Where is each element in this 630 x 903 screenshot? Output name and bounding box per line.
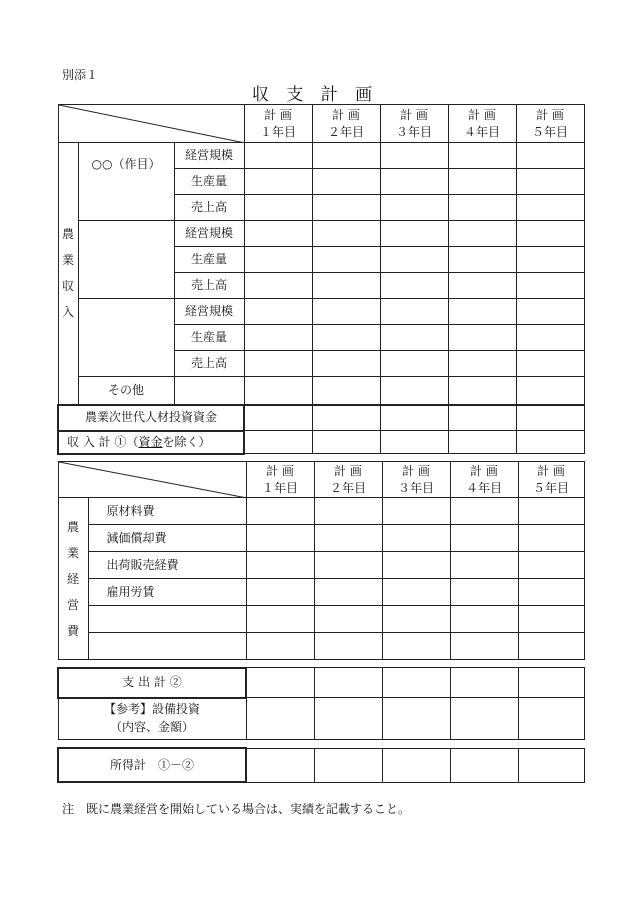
input-cell[interactable]: [380, 377, 448, 405]
table-row: [58, 552, 584, 579]
expense-item-shipping: 出荷販売経費: [88, 552, 246, 579]
plan-year-3-header: 計 画 ３年目: [380, 105, 448, 143]
row-label-production: 生産量: [174, 169, 244, 195]
input-cell[interactable]: [516, 221, 584, 247]
input-cell[interactable]: [518, 698, 584, 740]
input-cell[interactable]: [450, 498, 518, 525]
input-cell[interactable]: [448, 169, 516, 195]
input-cell[interactable]: [244, 299, 312, 325]
input-cell[interactable]: [382, 633, 450, 660]
input-cell[interactable]: [518, 633, 584, 660]
input-cell[interactable]: [382, 498, 450, 525]
input-cell[interactable]: [448, 221, 516, 247]
reference-row: [58, 698, 584, 740]
input-cell[interactable]: [312, 351, 380, 377]
row-label-sales: 売上高: [174, 273, 244, 299]
page-title: 収 支 計 画: [251, 85, 379, 105]
input-cell[interactable]: [380, 431, 448, 454]
income-header-row: [58, 105, 584, 143]
crop-name-cell[interactable]: [78, 299, 174, 377]
input-cell[interactable]: [448, 273, 516, 299]
input-cell[interactable]: [244, 195, 312, 221]
plan-year-4-header: 計 画 ４年目: [450, 462, 518, 498]
income-section-label: 農 業 収 入: [58, 143, 78, 405]
input-cell[interactable]: [516, 195, 584, 221]
row-label-scale: 経営規模: [174, 221, 244, 247]
input-cell[interactable]: [380, 405, 448, 431]
expense-item-depreciation: 減価償却費: [88, 525, 246, 552]
input-cell[interactable]: [312, 169, 380, 195]
input-cell[interactable]: [246, 498, 314, 525]
input-cell[interactable]: [246, 698, 314, 740]
input-cell[interactable]: [244, 247, 312, 273]
input-cell[interactable]: [450, 698, 518, 740]
row-label-scale: 経営規模: [174, 299, 244, 325]
input-cell[interactable]: [314, 498, 382, 525]
input-cell[interactable]: [516, 143, 584, 169]
input-cell[interactable]: [244, 325, 312, 351]
input-cell[interactable]: [312, 273, 380, 299]
attachment-label: 別添１: [62, 68, 99, 82]
net-income-label: 所得計 ①－②: [58, 748, 246, 782]
input-cell[interactable]: [312, 221, 380, 247]
input-cell[interactable]: [448, 143, 516, 169]
diagonal-header-cell: [58, 462, 246, 498]
input-cell[interactable]: [516, 431, 584, 454]
table-row: [58, 221, 584, 247]
income-total-label: 収 入 計 ①（資金を除く）: [58, 431, 244, 454]
row-label-scale: 経営規模: [174, 143, 244, 169]
input-cell[interactable]: [450, 633, 518, 660]
crop-label: ○○（作目）: [78, 143, 174, 221]
net-income-table: [57, 747, 585, 783]
input-cell[interactable]: [314, 633, 382, 660]
plan-year-4-header: 計 画 ４年目: [448, 105, 516, 143]
row-label-sales: 売上高: [174, 195, 244, 221]
input-cell[interactable]: [312, 247, 380, 273]
plan-year-2-header: 計 画 ２年目: [312, 105, 380, 143]
input-cell[interactable]: [450, 579, 518, 606]
input-cell[interactable]: [380, 273, 448, 299]
input-cell[interactable]: [246, 633, 314, 660]
input-cell[interactable]: [312, 195, 380, 221]
input-cell[interactable]: [382, 748, 450, 782]
input-cell[interactable]: [314, 698, 382, 740]
input-cell[interactable]: [518, 525, 584, 552]
plan-year-1-header: 計 画 １年目: [244, 105, 312, 143]
input-cell[interactable]: [448, 351, 516, 377]
input-cell[interactable]: [518, 748, 584, 782]
net-income-row: [58, 748, 584, 782]
expense-table: [57, 461, 585, 740]
expense-header-row: [58, 462, 584, 498]
input-cell[interactable]: [380, 195, 448, 221]
expense-item-materials: 原材料費: [88, 498, 246, 525]
input-cell[interactable]: [380, 299, 448, 325]
input-cell[interactable]: [516, 377, 584, 405]
input-cell[interactable]: [518, 579, 584, 606]
input-cell[interactable]: [314, 552, 382, 579]
input-cell[interactable]: [382, 606, 450, 633]
plan-year-5-header: 計 画 ５年目: [516, 105, 584, 143]
row-label-production: 生産量: [174, 325, 244, 351]
input-cell[interactable]: [448, 195, 516, 221]
input-cell[interactable]: [314, 525, 382, 552]
input-cell[interactable]: [382, 552, 450, 579]
input-cell[interactable]: [380, 351, 448, 377]
input-cell[interactable]: [380, 169, 448, 195]
input-cell[interactable]: [518, 552, 584, 579]
input-cell[interactable]: [312, 431, 380, 454]
input-cell[interactable]: [246, 525, 314, 552]
input-cell[interactable]: [380, 247, 448, 273]
other-detail-cell[interactable]: [174, 377, 244, 405]
input-cell[interactable]: [450, 606, 518, 633]
input-cell[interactable]: [448, 325, 516, 351]
expense-item-labor: 雇用労賃: [88, 579, 246, 606]
input-cell[interactable]: [244, 351, 312, 377]
spacer-row: [58, 660, 584, 668]
input-cell[interactable]: [448, 377, 516, 405]
input-cell[interactable]: [450, 525, 518, 552]
investment-row: [58, 405, 584, 431]
input-cell[interactable]: [518, 498, 584, 525]
input-cell[interactable]: [380, 143, 448, 169]
plan-year-5-header: 計 画 ５年目: [518, 462, 584, 498]
input-cell[interactable]: [244, 221, 312, 247]
input-cell[interactable]: [244, 143, 312, 169]
input-cell[interactable]: [314, 606, 382, 633]
input-cell[interactable]: [380, 221, 448, 247]
input-cell[interactable]: [518, 668, 584, 698]
diagonal-line: [59, 462, 247, 498]
input-cell[interactable]: [314, 579, 382, 606]
crop-name-cell[interactable]: [78, 221, 174, 299]
table-row: [58, 579, 584, 606]
table-row: [58, 498, 584, 525]
expense-section-label: 農 業 経 営 費: [58, 498, 88, 660]
diagonal-line: [59, 105, 245, 143]
row-label-production: 生産量: [174, 247, 244, 273]
spacer-cell: [58, 660, 584, 668]
input-cell[interactable]: [450, 668, 518, 698]
expense-total-row: [58, 668, 584, 698]
input-cell[interactable]: [448, 299, 516, 325]
table-row: [58, 606, 584, 633]
input-cell[interactable]: [244, 169, 312, 195]
table-row: [58, 377, 584, 405]
table-row: [58, 143, 584, 169]
input-cell[interactable]: [312, 405, 380, 431]
input-cell[interactable]: [314, 668, 382, 698]
input-cell[interactable]: [382, 579, 450, 606]
table-row: [58, 525, 584, 552]
input-cell[interactable]: [382, 668, 450, 698]
input-cell[interactable]: [516, 299, 584, 325]
input-cell[interactable]: [516, 273, 584, 299]
plan-year-1-header: 計 画 １年目: [246, 462, 314, 498]
other-label: その他: [78, 377, 174, 405]
input-cell[interactable]: [516, 351, 584, 377]
income-table: [57, 104, 585, 455]
input-cell[interactable]: [244, 377, 312, 405]
expense-total-label: 支 出 計 ②: [58, 668, 246, 698]
input-cell[interactable]: [312, 325, 380, 351]
investment-label: 農業次世代人材投資資金: [58, 405, 244, 431]
input-cell[interactable]: [448, 247, 516, 273]
input-cell[interactable]: [380, 325, 448, 351]
plan-year-3-header: 計 画 ３年目: [382, 462, 450, 498]
input-cell[interactable]: [244, 273, 312, 299]
input-cell[interactable]: [312, 143, 380, 169]
input-cell[interactable]: [382, 525, 450, 552]
footnote: 注 既に農業経営を開始している場合は、実績を記載すること。: [62, 802, 411, 816]
input-cell[interactable]: [516, 325, 584, 351]
input-cell[interactable]: [314, 748, 382, 782]
input-cell[interactable]: [246, 552, 314, 579]
input-cell[interactable]: [516, 405, 584, 431]
input-cell[interactable]: [246, 748, 314, 782]
expense-item-blank[interactable]: [88, 606, 246, 633]
input-cell[interactable]: [312, 377, 380, 405]
input-cell[interactable]: [450, 748, 518, 782]
input-cell[interactable]: [516, 247, 584, 273]
input-cell[interactable]: [244, 431, 312, 454]
input-cell[interactable]: [246, 668, 314, 698]
input-cell[interactable]: [312, 299, 380, 325]
input-cell[interactable]: [246, 606, 314, 633]
input-cell[interactable]: [382, 698, 450, 740]
input-cell[interactable]: [448, 431, 516, 454]
reference-label: 【参考】設備投資 （内容、金額）: [58, 698, 246, 740]
diagonal-header-cell: [58, 105, 244, 143]
input-cell[interactable]: [448, 405, 516, 431]
input-cell[interactable]: [516, 169, 584, 195]
input-cell[interactable]: [450, 552, 518, 579]
table-row: [58, 633, 584, 660]
row-label-sales: 売上高: [174, 351, 244, 377]
plan-year-2-header: 計 画 ２年目: [314, 462, 382, 498]
input-cell[interactable]: [244, 405, 312, 431]
income-total-row: [58, 431, 584, 454]
input-cell[interactable]: [246, 579, 314, 606]
expense-item-blank[interactable]: [88, 633, 246, 660]
table-row: [58, 299, 584, 325]
input-cell[interactable]: [518, 606, 584, 633]
